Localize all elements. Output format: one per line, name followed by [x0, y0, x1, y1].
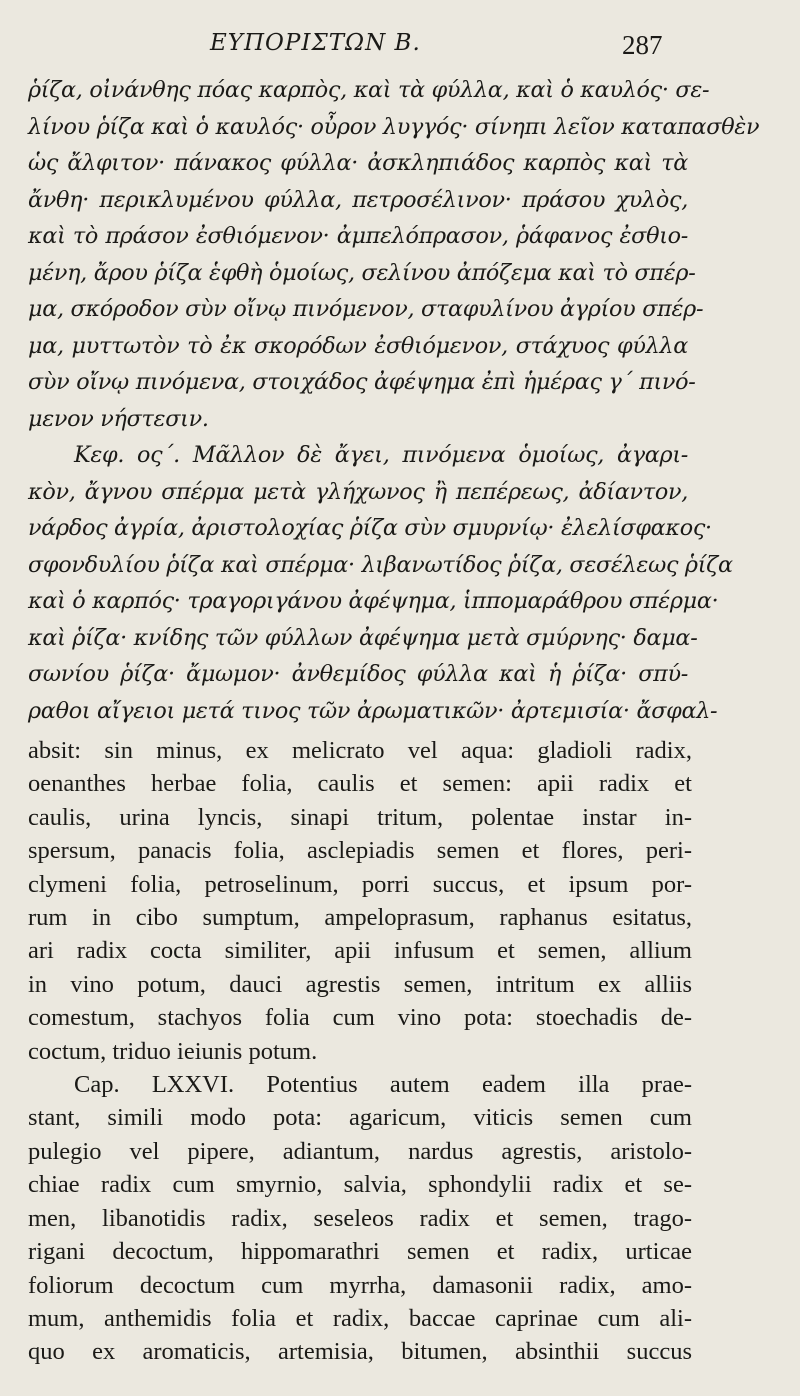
latin-line: rum in cibo sumptum, ampeloprasum, raphanus esitatus,	[28, 904, 692, 932]
latin-line: oenanthes herbae folia, caulis et semen: apii radix et	[28, 770, 692, 798]
latin-line: chiae radix cum smyrnio, salvia, sphondylii radix et se-	[28, 1171, 692, 1199]
latin-line: men, libanotidis radix, seseleos radix et semen, trago-	[28, 1204, 692, 1232]
greek-line: καὶ ὁ καρπός· τραγοριγάνου ἀφέψημα, ἱππομαράθρου σπέρμα·	[28, 588, 719, 614]
greek-line: ραθοι αἴγειοι μετά τινος τῶν ἀρωματικῶν· ἀρτεμισία· ἄσφαλ-	[28, 697, 718, 724]
latin-line: spersum, panacis folia, asclepiadis semen et flores, peri-	[28, 837, 692, 865]
greek-line: καὶ τὸ πράσον ἐσθιόμενον· ἀμπελόπρασον, ῥάφανος ἐσθιο-	[28, 223, 688, 249]
greek-line: μένη, ἄρου ῥίζα ἑφθὴ ὁμοίως, σελίνου ἀπόζεμα καὶ τὸ σπέρ-	[28, 259, 696, 286]
greek-text-block	[28, 72, 760, 729]
latin-line: coctum, triduo ieiunis potum.	[28, 1037, 318, 1065]
greek-line: σὺν οἴνῳ πινόμενα, στοιχάδος ἀφέψημα ἐπὶ ἡμέρας γ΄ πινό-	[28, 369, 696, 395]
latin-line: comestum, stachyos folia cum vino pota: stoechadis de-	[28, 1004, 692, 1032]
latin-line: clymeni folia, petroselinum, porri succus, et ipsum por-	[28, 870, 692, 898]
greek-line: μα, μυττωτὸν τὸ ἐκ σκορόδων ἐσθιόμενον, στάχυος φύλλα	[28, 332, 688, 359]
latin-line: ari radix cocta similiter, apii infusum et semen, allium	[28, 937, 692, 965]
greek-line: ἄνθη· περικλυμένου φύλλα, πετροσέλινον· πράσου χυλὸς,	[28, 186, 688, 213]
greek-line: μενον νήστεσιν.	[28, 405, 209, 432]
latin-line: caulis, urina lyncis, sinapi tritum, polentae instar in-	[28, 803, 692, 831]
greek-line: ὡς ἄλφιτον· πάνακος φύλλα· ἀσκληπιάδος καρπὸς καὶ τὰ	[28, 150, 688, 176]
greek-chapter-start-line: Κεφ. ος΄. Μᾶλλον δὲ ἄγει, πινόμενα ὁμοίως, ἀγαρι-	[74, 442, 688, 468]
latin-line: stant, simili modo pota: agaricum, viticis semen cum	[28, 1104, 692, 1132]
latin-line: pulegio vel pipere, adiantum, nardus agrestis, aristolo-	[28, 1137, 692, 1165]
running-head: ΕΥΠΟΡΙΣΤΩΝ Β.	[210, 30, 421, 56]
latin-line: quo ex aromaticis, artemisia, bitumen, absinthii succus	[28, 1338, 692, 1366]
greek-line: ῥίζα, οἰνάνθης πόας καρπὸς, καὶ τὰ φύλλα, καὶ ὁ καυλός· σε-	[28, 77, 710, 103]
latin-text-block	[28, 734, 692, 1369]
latin-line: rigani decoctum, hippomarathri semen et radix, urticae	[28, 1238, 692, 1266]
greek-line: σωνίου ῥίζα· ἄμωμον· ἀνθεμίδος φύλλα καὶ ἡ ῥίζα· σπύ-	[28, 661, 688, 687]
greek-line: μα, σκόροδον σὺν οἴνῳ πινόμενον, σταφυλίνου ἀγρίου σπέρ-	[28, 296, 704, 322]
latin-line: absit: sin minus, ex melicrato vel aqua: gladioli radix,	[28, 737, 692, 764]
greek-line: λίνου ῥίζα καὶ ὁ καυλός· οὖρον λυγγός· σίνηπι λεῖον καταπασθὲν	[28, 113, 760, 140]
greek-line: κὸν, ἄγνου σπέρμα μετὰ γλήχωνος ἢ πεπέρεως, ἀδίαντον,	[28, 478, 688, 505]
greek-line: νάρδος ἀγρία, ἀριστολοχίας ῥίζα σὺν σμυρνίῳ· ἐλελίσφακος·	[28, 515, 712, 541]
latin-chapter-start-line: Cap. LXXVI. Potentius autem eadem illa prae-	[74, 1071, 692, 1099]
latin-line: mum, anthemidis folia et radix, baccae caprinae cum ali-	[28, 1304, 692, 1332]
page-number: 287	[622, 30, 663, 60]
greek-line: καὶ ῥίζα· κνίδης τῶν φύλλων ἀφέψημα μετὰ σμύρνης· δαμα-	[28, 624, 698, 651]
latin-line: in vino potum, dauci agrestis semen, intritum ex alliis	[28, 970, 692, 998]
greek-line: σφονδυλίου ῥίζα καὶ σπέρμα· λιβανωτίδος ῥίζα, σεσέλεως ῥίζα	[28, 551, 733, 578]
latin-line: foliorum decoctum cum myrrha, damasonii radix, amo-	[28, 1271, 692, 1299]
